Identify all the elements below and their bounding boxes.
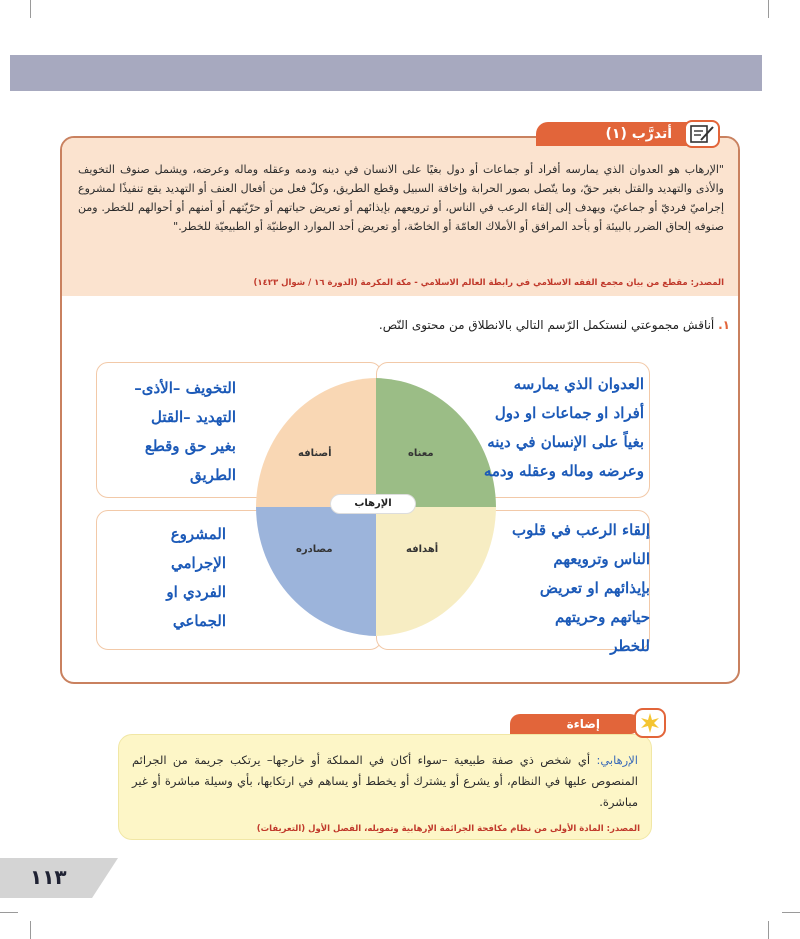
quote-source: المصدر: مقطع من بيان مجمع الفقه الاسلامي في رابطة العالم الاسلامي - مكة المكرمة (الدورة ١٦ / شوال ١٤٢٣) [253,278,724,288]
meaning-label: معناه [408,448,434,459]
answer-line: الجماعي [172,612,226,630]
types-quadrant [256,378,376,507]
illumination-title: إضاءة [566,717,600,731]
definition-term: الإرهابي: [596,753,638,767]
answer-line: بغير حق وقطع [144,437,236,455]
question-text: أناقش مجموعتي لنستكمل الرّسم التالي بالانطلاق من محتوى النّص. [378,318,715,332]
diagram-center-label: الإرهاب [330,494,416,514]
answer-line: المشروع [170,525,226,543]
goals-label: أهدافه [406,544,439,555]
answer-line: الفردي او [166,583,226,601]
crop-mark [30,921,31,939]
answer-line: للخطر [610,637,650,655]
quote-paragraph: "الإرهاب هو العدوان الذي يمارسه أفراد أو جماعات أو دول بغيًا على الانسان في دينه ودمه وعقله وماله وعرضه، ويشمل صنوف التخويف والأذى والتهديد والقتل بغير حقّ، وما يتّصل بصور الحرابة وإخافة السبيل وقطع الطريق، وكلّ فعل من أفعال العنف أو التهديد يقع تنفيذًا لمشروع إجراميّ فرديّ أو جماعيّ، ويهدف إلى إلقاء الرعب في الناس، أو ترويعهم بإيذائهم أو تعريض حياتهم أو حرّيّتهم أو أمنهم أو أحوالهم للخطر. ومن صنوفه إلحاق الضرر بالبيئة أو بأحد المرافق أو الأملاك العامّة أو الخاصّة، أو تعريض أحد الموارد الوطنيّة أو الطبيعيّة للخطر." [78,163,724,233]
header-band [10,55,762,91]
crop-mark [768,921,769,939]
answer-line: بإيذائهم او تعريض [539,579,650,597]
exercise-title: أتدرَّب (١) [605,126,672,142]
answer-line: أفراد او جماعات او دول [494,404,644,422]
answer-line: حياتهم وحريتهم [554,608,650,626]
question-1 [379,318,730,332]
light-burst-icon [634,708,666,738]
types-label: أصنافه [298,448,332,459]
pencil-notebook-icon [684,120,720,148]
definition-text: أي شخص ذي صفة طبيعية –سواء أكان في المملكة أو خارجها– يرتكب جريمة من الجرائم المنصوص عليها في النظام، أو يشرع أو يشترك أو يخطط أو يساهم في ارتكابها، بأي وسيلة مباشرة أو غير مباشرة. [132,753,638,809]
meaning-answer [424,370,644,486]
illumination-source: المصدر: المادة الأولى من نظام مكافحة الجرائمة الإرهابية وتمويله، الفصل الأول (التعريفات) [256,824,640,834]
crop-mark [30,0,31,18]
crop-mark [768,0,769,18]
question-number: ١. [718,318,730,332]
goals-answer [420,516,650,661]
types-answer [86,374,236,490]
answer-line: التهديد –القتل [150,408,236,426]
answer-line: إلقاء الرعب في قلوب [512,521,650,539]
answer-line: وعرضه وماله وعقله ودمه [483,462,644,480]
answer-line: الإجرامي [171,554,226,572]
answer-line: الناس وترويعهم [553,550,650,568]
sources-quadrant [256,507,376,636]
page-number: ١١٣ [30,865,67,889]
sources-answer [106,520,226,636]
answer-line: التخويف –الأذى– [134,379,236,397]
answer-line: بغياً على الإنسان في دينه [487,433,644,451]
answer-line: العدوان الذي يمارسه [513,375,644,393]
answer-line: الطريق [189,466,236,484]
crop-mark [0,912,18,913]
illumination-paragraph [132,750,638,813]
illumination-tab [510,714,640,734]
sources-label: مصادره [296,544,333,555]
crop-mark [782,912,800,913]
